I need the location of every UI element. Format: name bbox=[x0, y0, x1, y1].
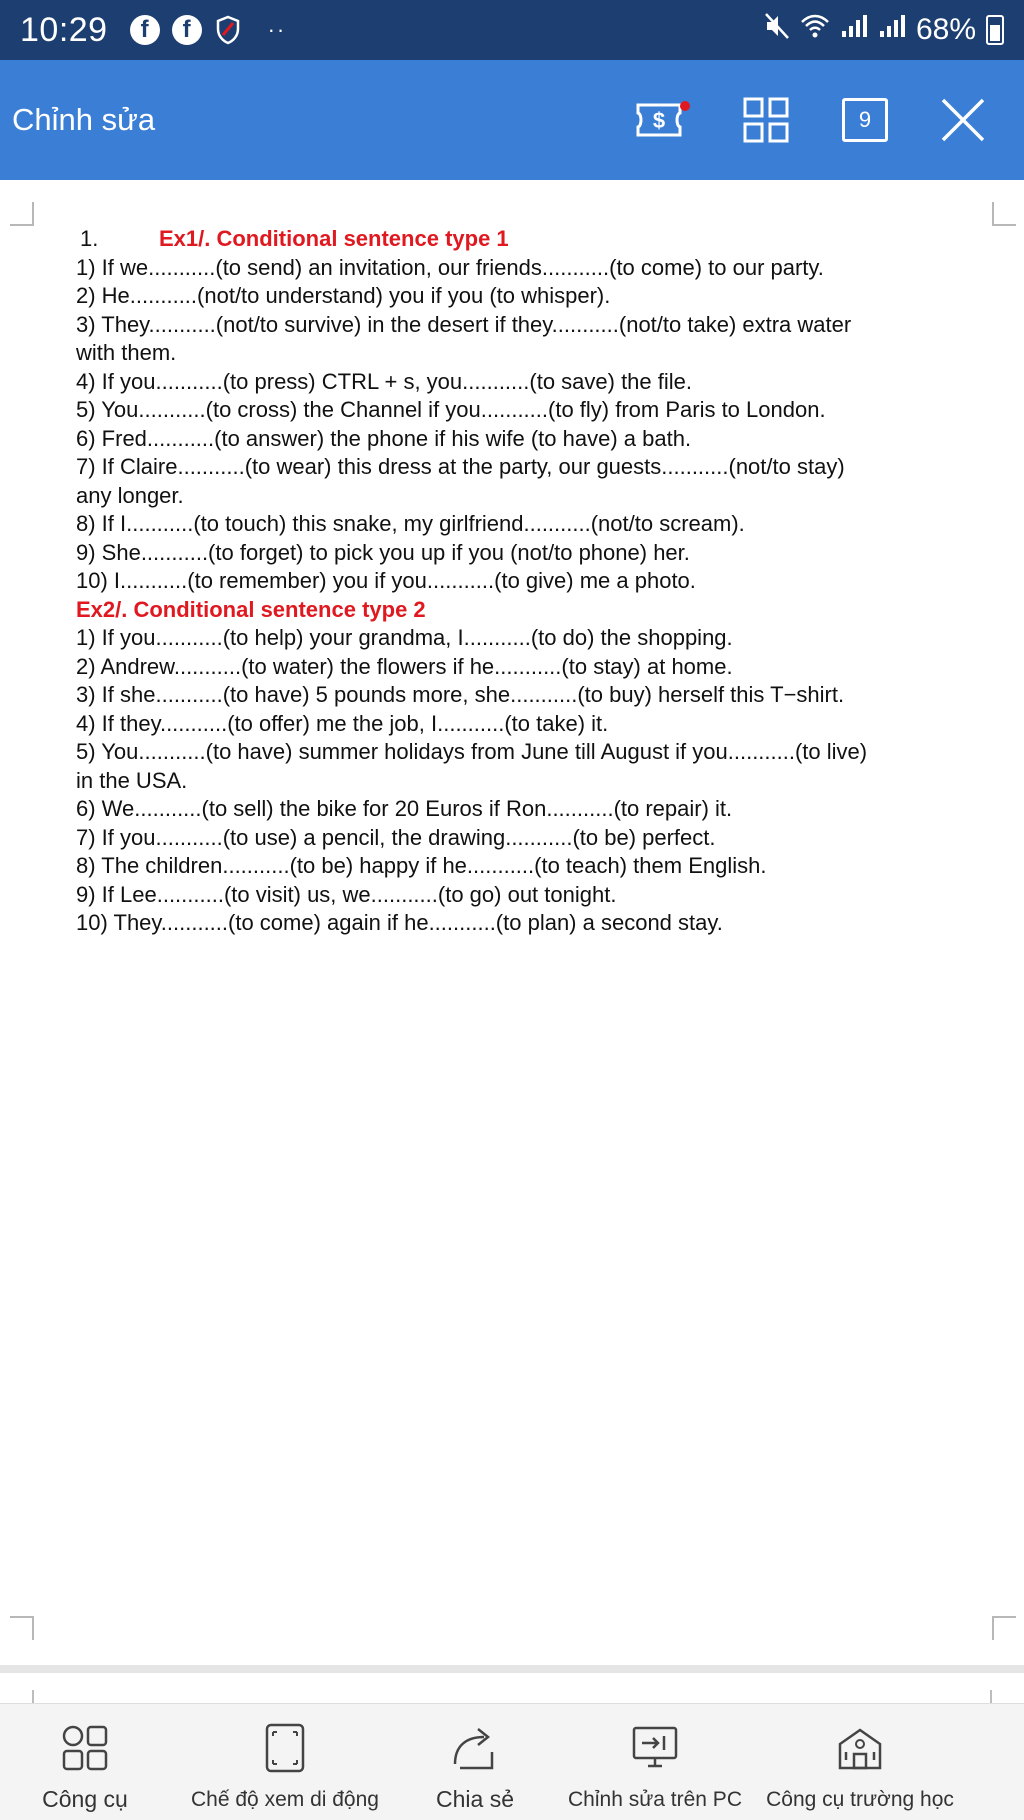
doc-line: 5) You...........(to cross) the Channel if you...........(to fly) from Paris to London. bbox=[76, 397, 826, 422]
shield-icon bbox=[214, 15, 242, 45]
school-icon bbox=[834, 1722, 886, 1774]
doc-line: 3) If she...........(to have) 5 pounds more, she...........(to buy) herself this T−shirt. bbox=[76, 682, 845, 707]
money-button[interactable] bbox=[634, 97, 690, 143]
doc-line: 1) If we...........(to send) an invitation, our friends...........(to come) to our party. bbox=[76, 254, 824, 280]
bottom-toolbar bbox=[0, 1703, 1024, 1820]
edit-on-pc-button[interactable] bbox=[550, 1704, 760, 1820]
doc-line: with them. bbox=[76, 340, 177, 365]
signal-icon bbox=[840, 13, 868, 47]
mobile-view-icon bbox=[264, 1722, 306, 1774]
page-separator bbox=[0, 1665, 1024, 1673]
page-corner-mark bbox=[10, 202, 34, 226]
doc-line: 10) They...........(to come) again if he...........(to plan) a second stay. bbox=[76, 910, 723, 935]
tools-button[interactable] bbox=[0, 1704, 170, 1820]
doc-line: 1) If you...........(to help) your grandma, I...........(to do) the shopping. bbox=[76, 625, 733, 650]
document-page[interactable] bbox=[0, 180, 1024, 1665]
mobile-view-label: Chế độ xem di động bbox=[191, 1788, 379, 1811]
app-title: Chỉnh sửa bbox=[12, 102, 156, 137]
doc-line: any longer. bbox=[76, 482, 184, 508]
page-corner-mark bbox=[992, 1616, 1016, 1640]
doc-line: 4) If they...........(to offer) me the job, I...........(to take) it. bbox=[76, 710, 609, 736]
battery-icon bbox=[986, 15, 1004, 45]
doc-line: 8) If I...........(to touch) this snake, my girlfriend...........(not/to scream). bbox=[76, 511, 745, 536]
money-icon bbox=[634, 97, 690, 143]
battery-level: 68% bbox=[915, 13, 976, 46]
status-time: 10:29 bbox=[20, 10, 108, 49]
share-button[interactable] bbox=[400, 1704, 550, 1820]
doc-line: 8) The children...........(to be) happy if he...........(to teach) them English. bbox=[76, 853, 767, 878]
doc-line: 7) If Claire...........(to wear) this dress at the party, our guests...........(not/to stay) bbox=[76, 454, 845, 479]
tools-icon bbox=[59, 1722, 111, 1774]
close-button[interactable] bbox=[940, 97, 986, 143]
mute-icon bbox=[764, 12, 790, 48]
doc-line: 2) He...........(not/to understand) you if you (to whisper). bbox=[76, 283, 611, 308]
mobile-view-button[interactable] bbox=[170, 1704, 400, 1820]
tools-label: Công cụ bbox=[42, 1786, 128, 1812]
wifi-icon bbox=[800, 13, 830, 47]
doc-line: 6) Fred...........(to answer) the phone if his wife (to have) a bath. bbox=[76, 425, 692, 451]
facebook-icon: f bbox=[172, 15, 202, 45]
signal-icon bbox=[878, 13, 906, 47]
next-page-edge bbox=[0, 1673, 1024, 1703]
svg-text:$: $ bbox=[652, 108, 666, 133]
school-tools-button[interactable] bbox=[760, 1704, 960, 1820]
doc-line: 5) You...........(to have) summer holidays from June till August if you...........(to live) bbox=[76, 739, 868, 764]
doc-line: 9) She...........(to forget) to pick you up if you (not/to phone) her. bbox=[76, 539, 690, 565]
doc-line: 10) I...........(to remember) you if you...........(to give) me a photo. bbox=[76, 568, 696, 593]
school-tools-label: Công cụ trường học bbox=[766, 1788, 954, 1811]
page-corner-mark bbox=[10, 1616, 34, 1640]
doc-line: 2) Andrew...........(to water) the flowers if he...........(to stay) at home. bbox=[76, 653, 733, 679]
notification-icons bbox=[130, 15, 287, 45]
doc-line: 3) They...........(not/to survive) in the desert if they...........(not/to take) extra water bbox=[76, 311, 852, 337]
doc-line: 7) If you...........(to use) a pencil, the drawing...........(to be) perfect. bbox=[76, 824, 716, 850]
ex1-heading-row bbox=[76, 225, 986, 254]
more-notifications: ·· bbox=[267, 17, 287, 42]
grid-icon bbox=[742, 96, 790, 144]
ex2-heading: Ex2/. Conditional sentence type 2 bbox=[76, 596, 426, 622]
close-icon bbox=[940, 97, 986, 143]
doc-line: 6) We...........(to sell) the bike for 20 Euros if Ron...........(to repair) it. bbox=[76, 796, 733, 821]
page-corner-mark bbox=[992, 202, 1016, 226]
app-bar bbox=[0, 60, 1024, 180]
pc-edit-icon bbox=[628, 1722, 682, 1774]
status-bar bbox=[0, 0, 1024, 60]
ex1-heading: Ex1/. Conditional sentence type 1 bbox=[159, 226, 509, 251]
app-actions bbox=[634, 96, 986, 144]
facebook-icon: f bbox=[130, 15, 160, 45]
page-corner-mark bbox=[990, 1690, 992, 1704]
share-icon bbox=[450, 1722, 500, 1774]
doc-line: 4) If you...........(to press) CTRL + s, you...........(to save) the file. bbox=[76, 368, 692, 394]
system-icons bbox=[764, 12, 1004, 48]
doc-line: 9) If Lee...........(to visit) us, we...........(to go) out tonight. bbox=[76, 881, 617, 907]
doc-line: in the USA. bbox=[76, 767, 188, 793]
page-count-button[interactable]: 9 bbox=[842, 98, 888, 142]
document-text bbox=[76, 225, 986, 938]
edit-on-pc-label: Chỉnh sửa trên PC bbox=[568, 1788, 742, 1811]
grid-view-button[interactable] bbox=[742, 96, 790, 144]
list-number: 1. bbox=[80, 226, 99, 251]
page-corner-mark bbox=[32, 1690, 34, 1704]
share-label: Chia sẻ bbox=[436, 1786, 514, 1812]
